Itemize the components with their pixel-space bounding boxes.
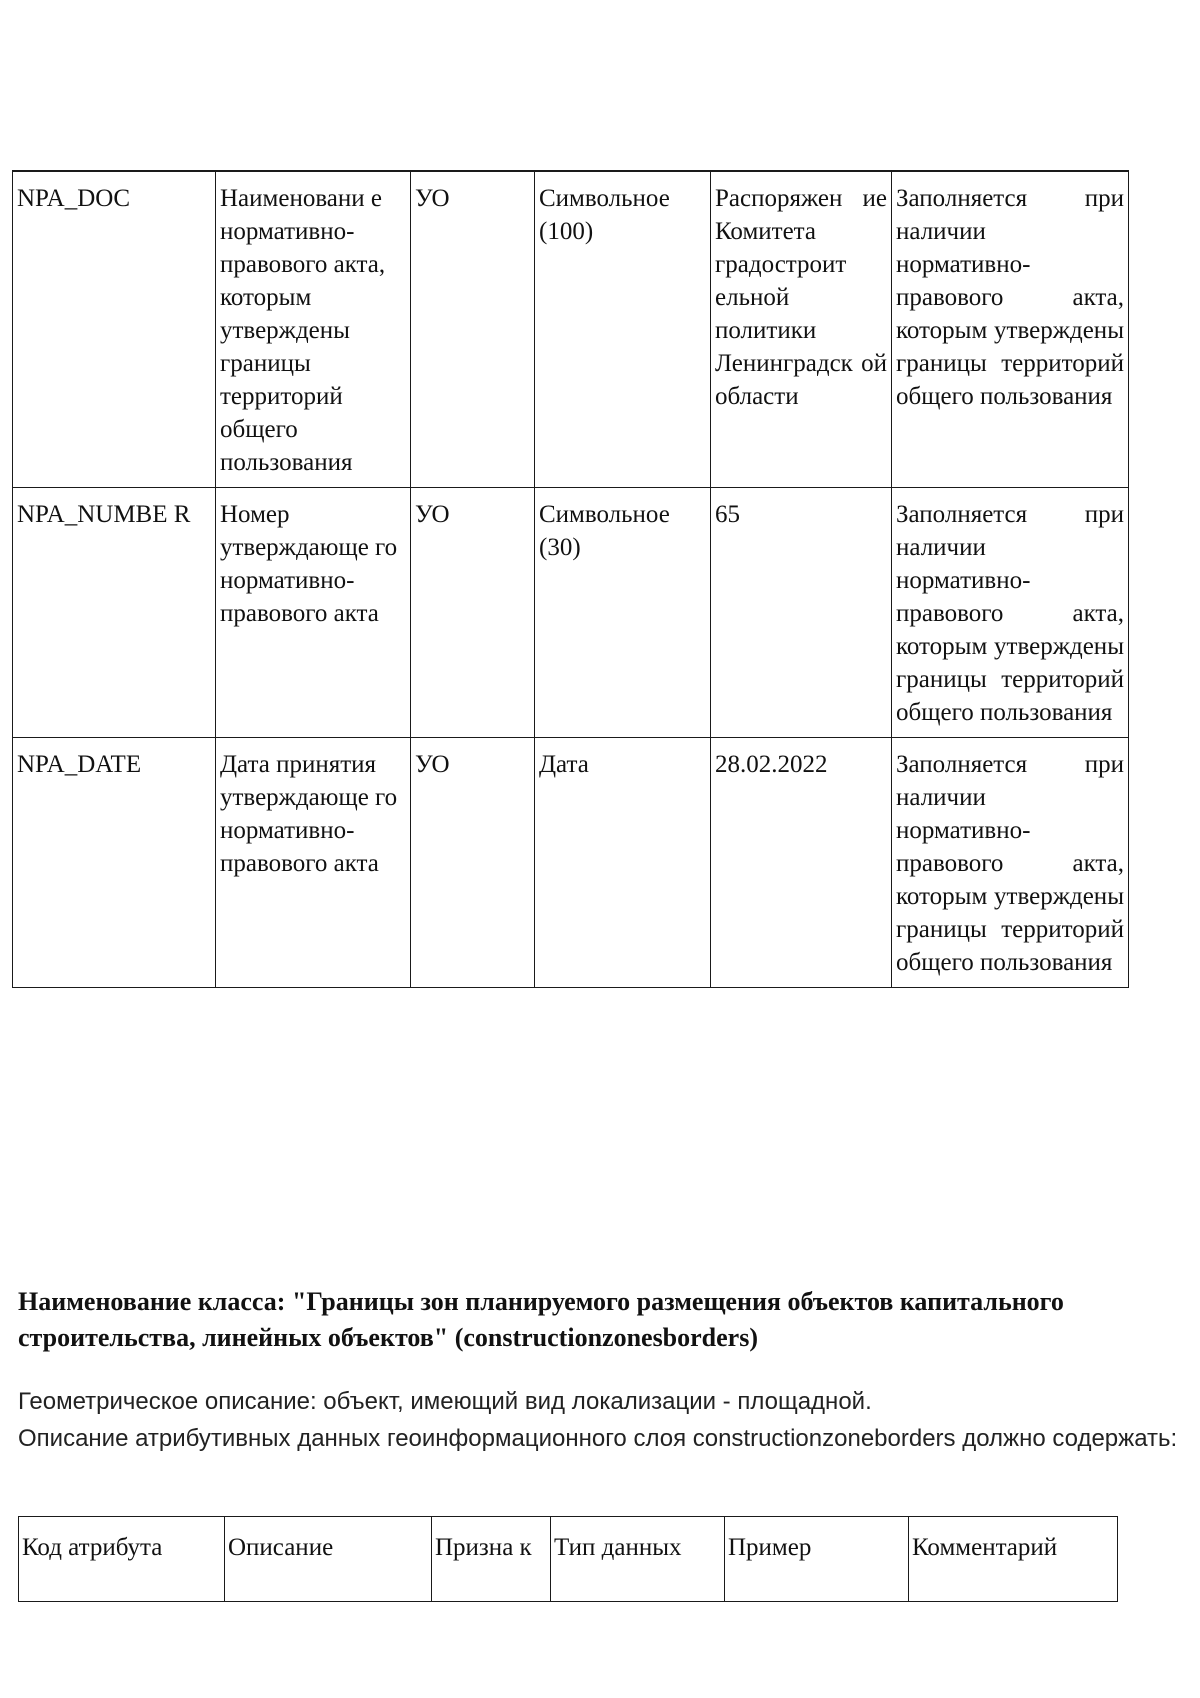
- attribute-description: Дата принятия утверждающе го нормативно-правового акта: [216, 738, 411, 988]
- table-header-row: [19, 1517, 1118, 1602]
- column-header-code: Код атрибута: [19, 1517, 225, 1602]
- attribute-sign: УО: [411, 738, 535, 988]
- attribute-example: Распоряжен ие Комитета градостроит ельной политики Ленинградск ой области: [711, 171, 892, 488]
- attribute-example: 65: [711, 488, 892, 738]
- attribute-comment: Заполняется при наличии нормативно-правового акта, которым утверждены границы территорий общего пользования: [892, 488, 1129, 738]
- attribute-code: NPA_DOC: [13, 171, 216, 488]
- column-header-type: Тип данных: [551, 1517, 725, 1602]
- table-row: [13, 488, 1129, 738]
- column-header-description: Описание: [225, 1517, 432, 1602]
- attribute-type: Символьное (100): [535, 171, 711, 488]
- attribute-comment: Заполняется при наличии нормативно-правового акта, которым утверждены границы территорий общего пользования: [892, 171, 1129, 488]
- attributes-header-table: [18, 1516, 1118, 1602]
- attribute-description-text: Описание атрибутивных данных геоинформационного слоя constructionzoneborders должно содержать:: [18, 1425, 1178, 1452]
- attribute-code: NPA_NUMBE R: [13, 488, 216, 738]
- attributes-table: [12, 170, 1129, 988]
- column-header-example: Пример: [725, 1517, 909, 1602]
- attribute-type: Дата: [535, 738, 711, 988]
- geometry-description: Геометрическое описание: объект, имеющий вид локализации - площадной.: [18, 1388, 872, 1415]
- attribute-sign: УО: [411, 488, 535, 738]
- attribute-comment: Заполняется при наличии нормативно-правового акта, которым утверждены границы территорий общего пользования: [892, 738, 1129, 988]
- attribute-description: Номер утверждающе го нормативно-правового акта: [216, 488, 411, 738]
- column-header-comment: Комментарий: [909, 1517, 1118, 1602]
- attribute-type: Символьное (30): [535, 488, 711, 738]
- attribute-description: Наименовани е нормативно-правового акта, которым утверждены границы территорий общего пользования: [216, 171, 411, 488]
- table-row: [13, 738, 1129, 988]
- attribute-code: NPA_DATE: [13, 738, 216, 988]
- table-row: [13, 171, 1129, 488]
- attribute-example: 28.02.2022: [711, 738, 892, 988]
- column-header-sign: Призна к: [432, 1517, 551, 1602]
- attribute-sign: УО: [411, 171, 535, 488]
- class-name-heading: Наименование класса: "Границы зон планируемого размещения объектов капитального строительства, линейных объектов" (constructionzonesborders): [18, 1287, 1064, 1352]
